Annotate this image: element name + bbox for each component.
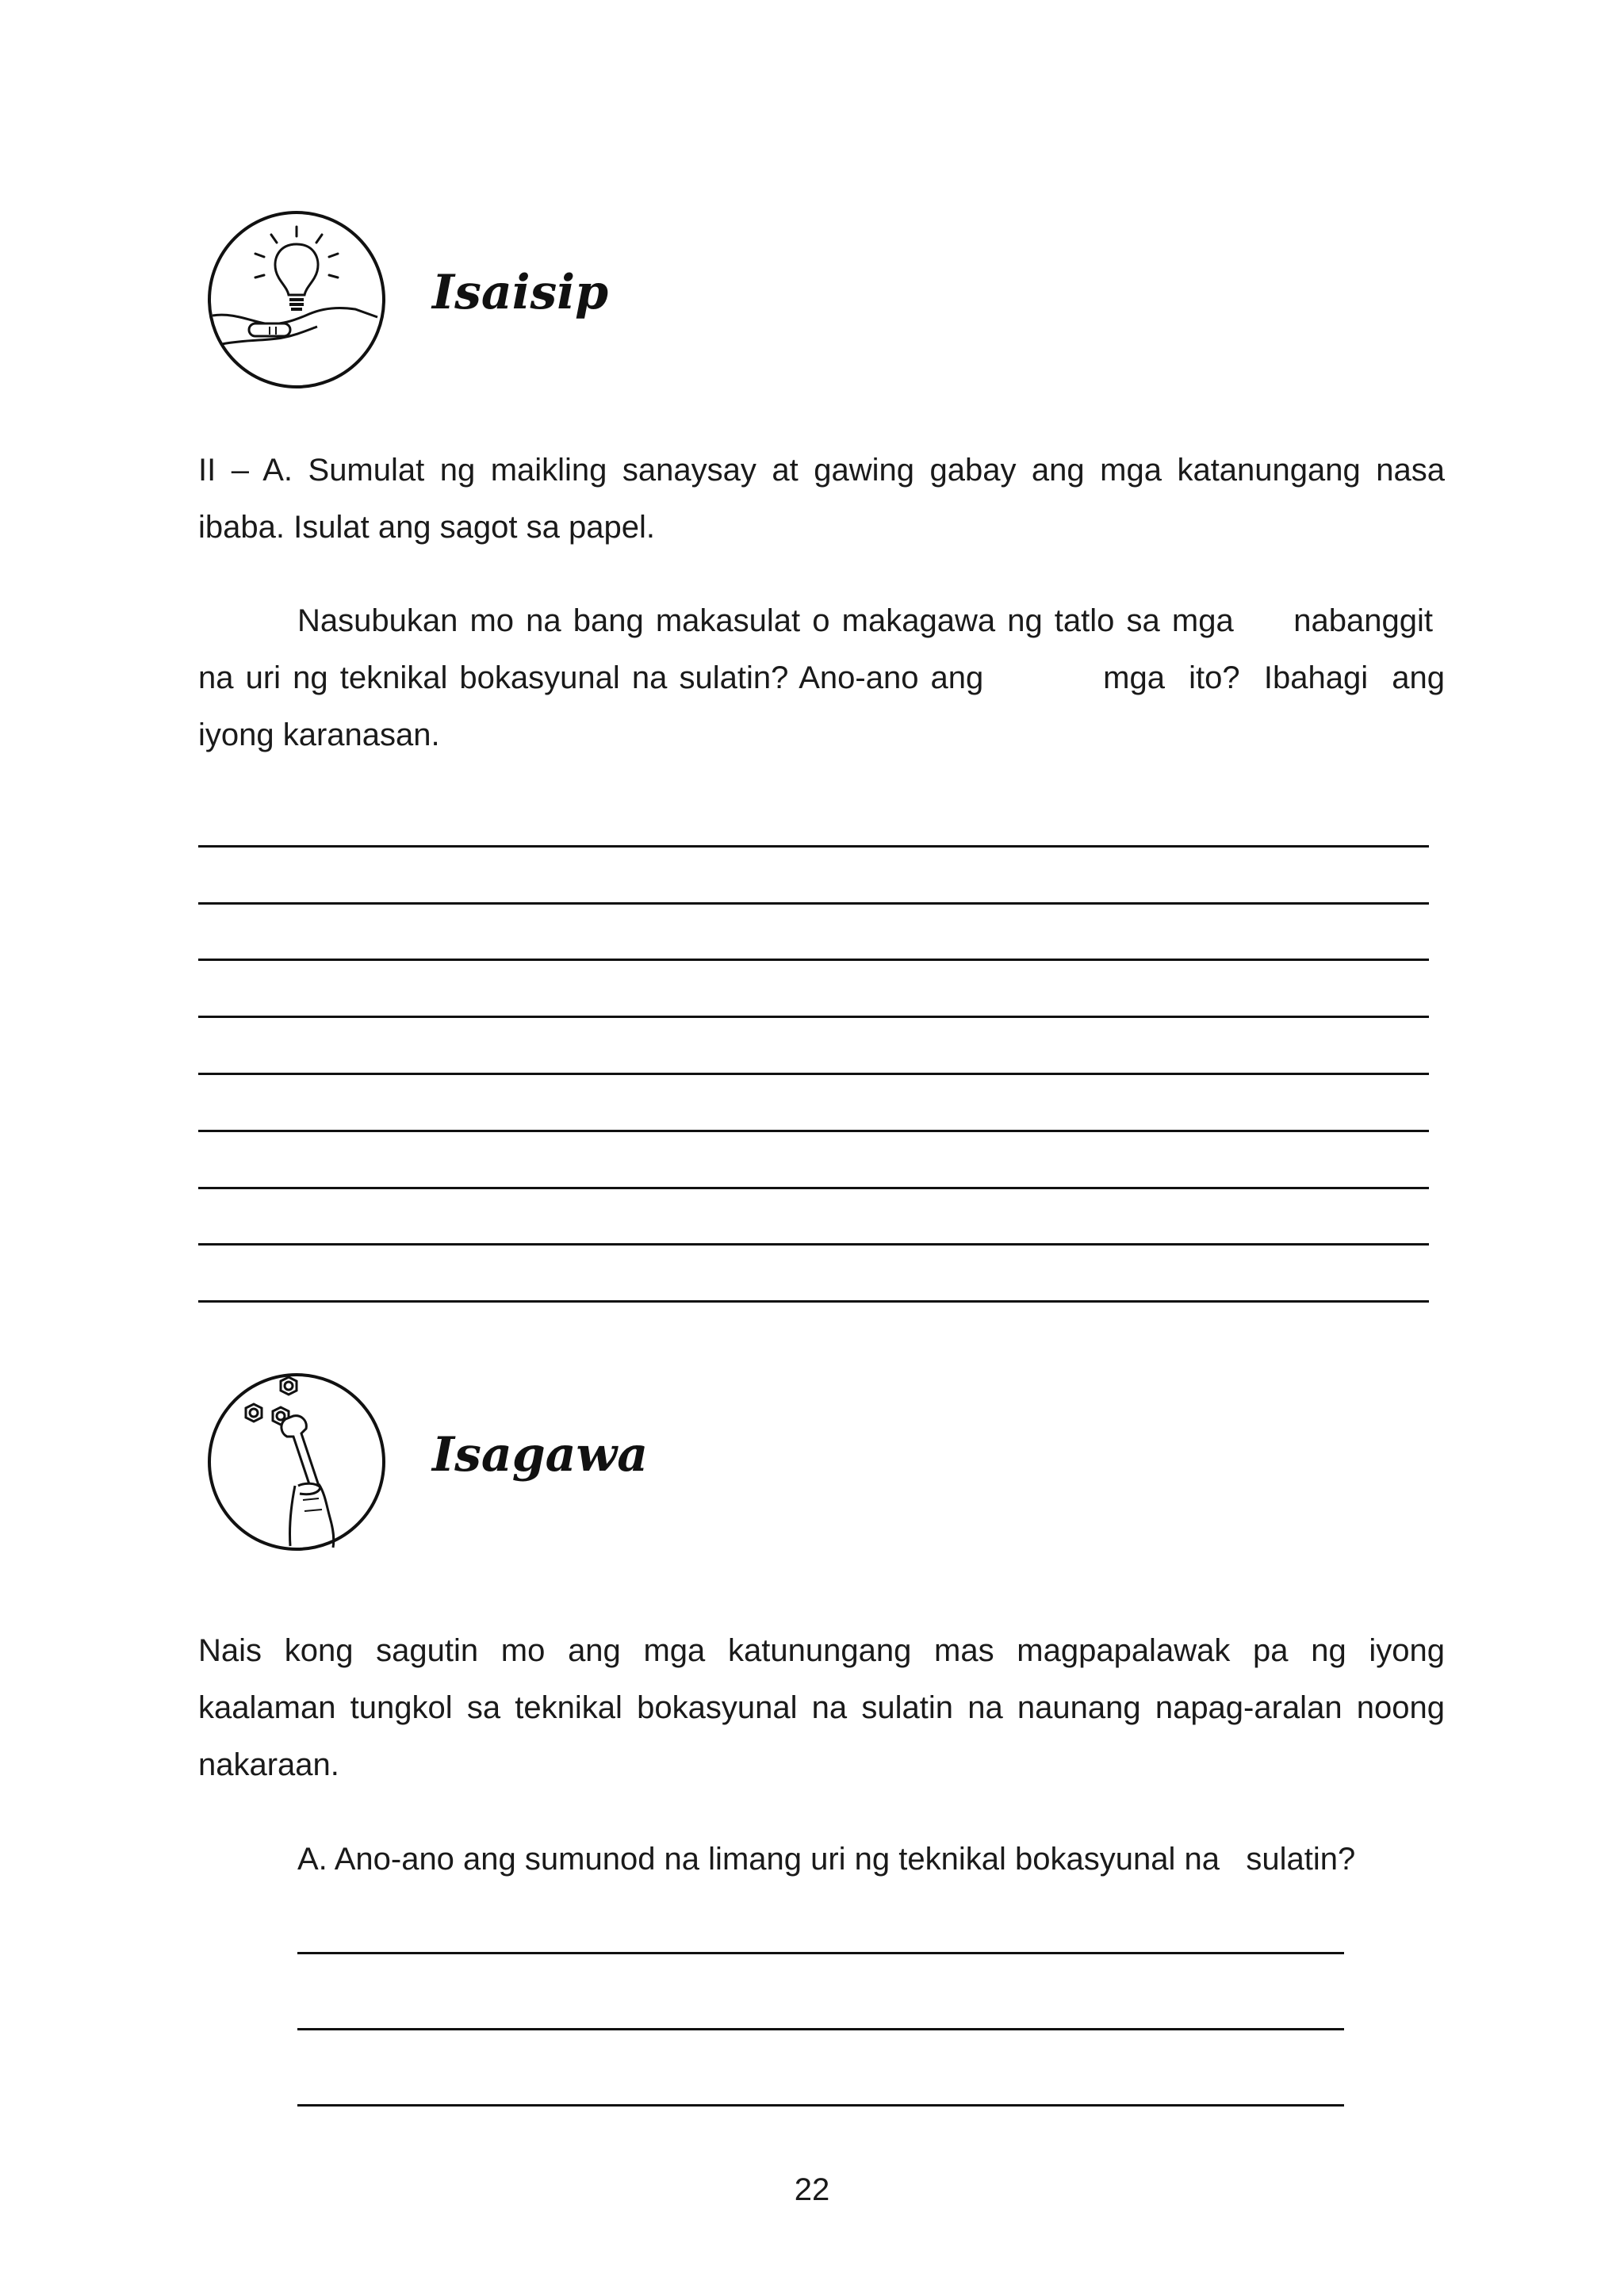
answer-line bbox=[297, 2028, 1344, 2030]
answer-line bbox=[198, 1300, 1429, 1303]
answer-line bbox=[198, 845, 1429, 848]
lightbulb-in-hand-icon bbox=[200, 205, 390, 395]
isagawa-intro-line: nakaraan. bbox=[198, 1747, 339, 1782]
answer-line bbox=[297, 1952, 1344, 1954]
answer-line bbox=[198, 959, 1429, 961]
isaisip-prompt-line: iyong karanasan. bbox=[198, 718, 440, 752]
isaisip-instruction-line: II – A. Sumulat ng maikling sanaysay at gawing gabay ang mga katanungang nasa bbox=[198, 453, 1445, 488]
answer-line bbox=[198, 902, 1429, 905]
answer-line bbox=[198, 1243, 1429, 1246]
answer-line bbox=[297, 2104, 1344, 2107]
isaisip-title: Isaisip bbox=[432, 265, 609, 320]
isaisip-prompt-line: Nasubukan mo na bang makasulat o makagawa ng tatlo sa mga nabanggit bbox=[297, 603, 1433, 638]
answer-line bbox=[198, 1073, 1429, 1075]
answer-line bbox=[198, 1187, 1429, 1189]
isagawa-intro-line: kaalaman tungkol sa teknikal bokasyunal na sulatin na naunang napag-aralan noong bbox=[198, 1690, 1445, 1725]
wrench-and-nuts-hand-icon bbox=[200, 1367, 390, 1557]
isaisip-instruction-line: ibaba. Isulat ang sagot sa papel. bbox=[198, 510, 655, 545]
answer-line bbox=[198, 1016, 1429, 1018]
isaisip-prompt-line: na uri ng teknikal bokasyunal na sulatin? Ano-ano ang mga ito? Ibahagi ang bbox=[198, 660, 1445, 695]
page-number: 22 bbox=[794, 2172, 830, 2207]
isagawa-intro-line: Nais kong sagutin mo ang mga katunungang mas magpapalawak pa ng iyong bbox=[198, 1633, 1445, 1668]
question-a: A. Ano-ano ang sumunod na limang uri ng teknikal bokasyunal na sulatin? bbox=[297, 1842, 1356, 1877]
isagawa-title: Isagawa bbox=[432, 1427, 649, 1483]
answer-line bbox=[198, 1130, 1429, 1132]
